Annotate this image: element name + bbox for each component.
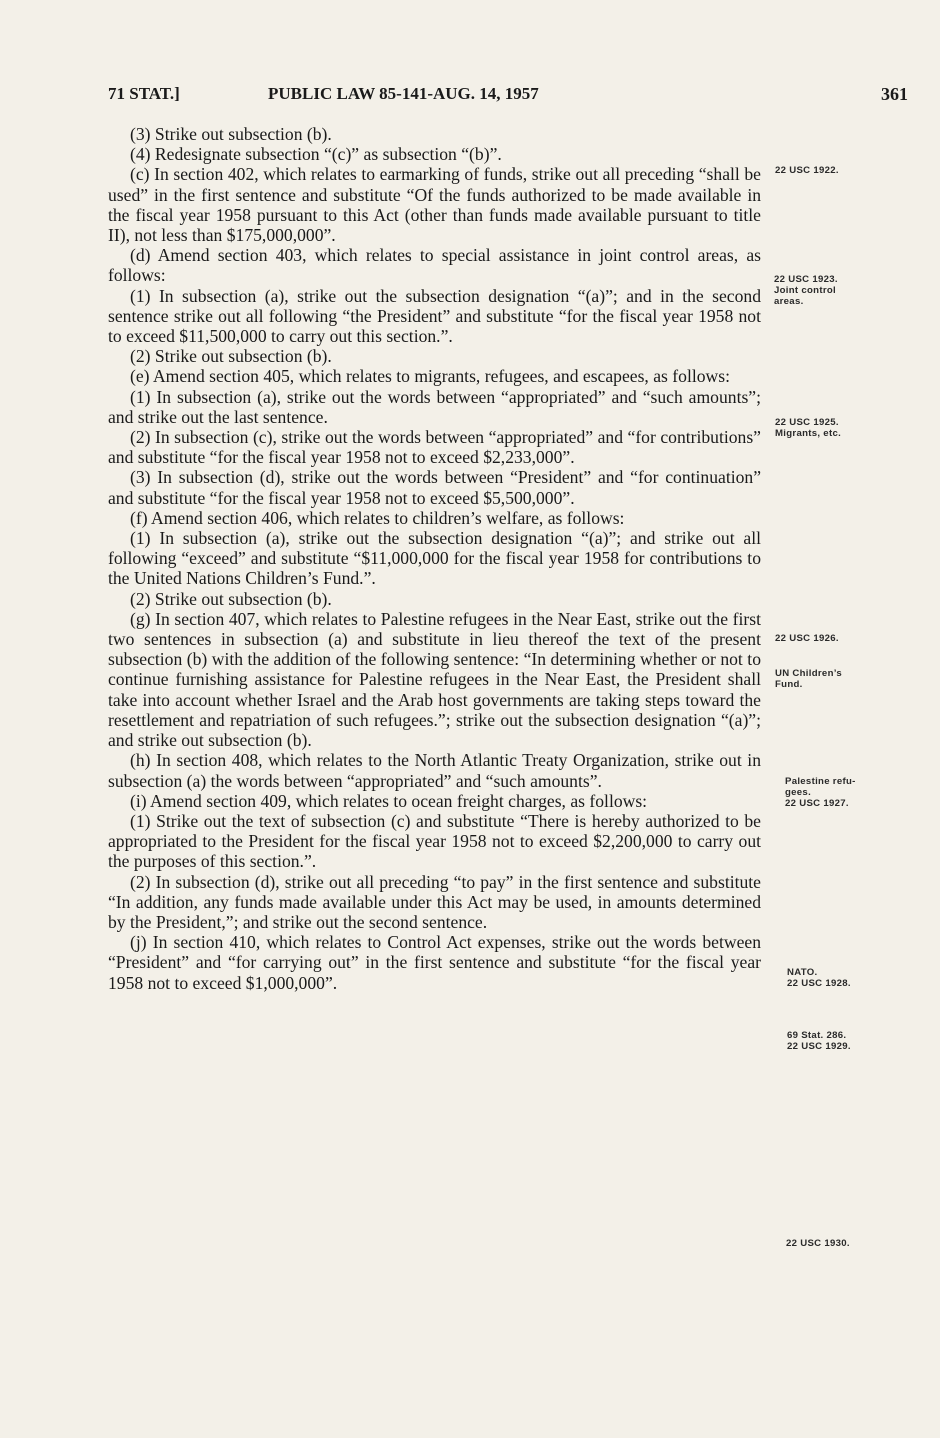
paragraph: (1) In subsection (a), strike out the subsection designation “(a)”; and in the second sentence strike out all following “the President” and substitute “for the fiscal year 1958 not to exceed $11,500,000 to carry out this section.”.	[108, 285, 761, 347]
margin-note-line: 22 USC 1929.	[787, 1041, 851, 1052]
margin-note-line: 22 USC 1928.	[787, 978, 851, 989]
margin-note-line: NATO.	[787, 967, 818, 978]
margin-note-line: Migrants, etc.	[775, 428, 842, 439]
paragraph: (d) Amend section 403, which relates to special assistance in joint control areas, as follows:	[108, 245, 761, 286]
margin-note-line: 22 USC 1927.	[785, 798, 849, 809]
margin-note-line: Fund.	[775, 679, 803, 690]
paragraph: (h) In section 408, which relates to the North Atlantic Treaty Organization, strike out in subsection (a) the words between “appropriated” and “such amounts”.	[108, 750, 761, 791]
margin-note	[774, 274, 924, 307]
margin-note	[775, 417, 925, 439]
paragraph: (2) In subsection (c), strike out the words between “appropriated” and “for contributions” and substitute “for the fiscal year 1958 not to exceed $2,233,000”.	[108, 427, 761, 468]
margin-note	[787, 967, 937, 989]
margin-note-line: UN Children’s	[775, 668, 842, 679]
statute-volume: 71 STAT.]	[108, 84, 180, 103]
law-title: PUBLIC LAW 85-141-AUG. 14, 1957	[268, 84, 539, 103]
paragraph: (e) Amend section 405, which relates to migrants, refugees, and escapees, as follows:	[130, 366, 730, 387]
paragraph: (2) Strike out subsection (b).	[130, 588, 332, 609]
margin-note	[786, 1238, 936, 1249]
margin-note-line: 22 USC 1930.	[786, 1238, 850, 1249]
paragraph: (4) Redesignate subsection “(c)” as subsection “(b)”.	[130, 144, 502, 165]
margin-note-line: areas.	[774, 296, 804, 307]
margin-note-line: 22 USC 1923.	[774, 274, 838, 285]
margin-note-line: Palestine refu-	[785, 776, 856, 787]
margin-note	[787, 1030, 937, 1052]
margin-note	[775, 668, 925, 690]
page-number: 361	[881, 84, 908, 104]
paragraph: (2) Strike out subsection (b).	[130, 346, 332, 367]
body-text	[108, 124, 761, 993]
paragraph: (i) Amend section 409, which relates to ocean freight charges, as follows:	[130, 790, 648, 811]
paragraph: (1) In subsection (a), strike out the subsection designation “(a)”; and strike out all following “exceed” and substitute “$11,000,000 for the fiscal year 1958 for contributions to the United Nations Children’s Fund.”.	[108, 528, 761, 589]
margin-note-line: gees.	[785, 787, 812, 798]
margin-note	[785, 776, 935, 809]
margin-note-line: 69 Stat. 286.	[787, 1030, 847, 1041]
margin-note	[775, 633, 925, 644]
paragraph: (c) In section 402, which relates to earmarking of funds, strike out all preceding “shall be used” in the first sentence and substitute “Of the funds authorized to be made available in the fiscal year 1958 pursuant to this Act (other than funds made available pursuant to title II), not less than $175,000,000”.	[108, 164, 761, 246]
paragraph: (1) Strike out the text of subsection (c) and substitute “There is hereby authorized to be appropriated to the President for the fiscal year 1958 not to exceed $2,200,000 to carry out the purposes of this section.”.	[108, 810, 761, 872]
paragraph: (j) In section 410, which relates to Control Act expenses, strike out the words between “President” and “for carrying out” in the first sentence and substitute “for the fiscal year 1958 not to exceed $1,000,000”.	[108, 932, 761, 993]
margin-note-line: 22 USC 1926.	[775, 633, 839, 644]
paragraph: (g) In section 407, which relates to Palestine refugees in the Near East, strike out the first two sentences in subsection (a) and substitute in lieu thereof the text of the present subsection (b) with the addition of the following sentence: “In determining whether or not to continue furnishing assistance for Palestine refugees in the Near East, the President shall take into account whether Israel and the Arab host governments are taking steps toward the resettlement and repatriation of such refugees.”; strike out the subsection designation “(a)”; and strike out subsection (b).	[108, 608, 761, 751]
margin-notes	[775, 0, 925, 1438]
paragraph: (1) In subsection (a), strike out the words between “appropriated” and “such amounts”; and strike out the last sentence.	[108, 386, 761, 427]
paragraph: (3) In subsection (d), strike out the words between “President” and “for continuation” and substitute “for the fiscal year 1958 not to exceed $5,500,000”.	[108, 467, 761, 508]
paragraph: (f) Amend section 406, which relates to children’s welfare, as follows:	[130, 507, 625, 528]
margin-note-line: 22 USC 1925.	[775, 417, 839, 428]
margin-note-line: 22 USC 1922.	[775, 165, 839, 176]
margin-note	[775, 165, 925, 176]
margin-note-line: Joint control	[774, 285, 836, 296]
paragraph: (2) In subsection (d), strike out all preceding “to pay” in the first sentence and substitute “In addition, any funds made available under this Act may be used, in amounts determined by the President,”; and strike out the second sentence.	[108, 871, 761, 932]
paragraph: (3) Strike out subsection (b).	[130, 124, 332, 144]
